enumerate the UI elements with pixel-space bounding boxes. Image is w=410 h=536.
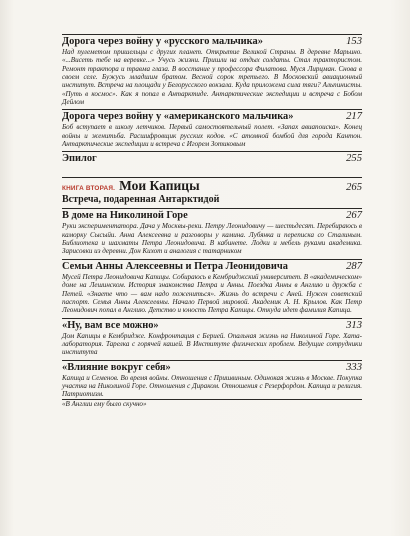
- toc-entry-summary: Мусей Петра Леонидовича Капицы. Собираюсь в Кембриджский университет. В «академическом» доме на Лешинском. История знакомства Петра и Анны. Поездка Анны в Англию и дружба с Петей. «Знаете что — вам надо пожениться». Жизнь до встречи с Аней. Нужен советский паспорт. Семья Анны Алексеевны. Начало Первой мировой. Академик А. Н. Крылов. Как Петр Леонидович попал в Англию. Детство и юность Петра Капицы. Откуда идет фамилия Капица.: [62, 272, 362, 315]
- toc-entry-title[interactable]: «Ну, вам все можно»: [62, 319, 159, 331]
- toc-entry-summary: Руки экспериментатора. Дача у Москвы-реки. Петру Леонидовичу — шестьдесят. Перебираюсь в каморку Сысыйи. Анна Алексеевна и разговоры у камина. Лубянка и переписка со Сталиным. Библиотека и шахматы Петра Леонидовича. В кабинете. Лодки и мебель руками академика. Зарисовки из деревни. Дон Кихот и аналогия с татарником: [62, 222, 362, 256]
- book-subtitle: Встреча, подаренная Антарктидой: [62, 194, 220, 206]
- toc-entry-summary: Капица и Семенов. Во время войны. Отношения с Пришвиным. Одинокая жизнь в Москве. Покупка участка на Николиной Горе. Отношения с Дираком. Отношения с Резерфордом. Капица и религия. Патриотизм.: [62, 373, 362, 399]
- toc-entry-page[interactable]: 153: [346, 36, 362, 47]
- toc-entry-page[interactable]: 287: [346, 260, 362, 272]
- toc-entry-head: [62, 319, 362, 332]
- toc-entry: [62, 35, 362, 106]
- toc-entry-head: [62, 361, 362, 374]
- book-label: КНИГА ВТОРАЯ.: [62, 185, 116, 193]
- toc-entry-title[interactable]: Семьи Анны Алексеевны и Петра Леонидовича: [62, 260, 288, 272]
- toc-entry: [62, 319, 362, 357]
- book-left: [62, 178, 200, 194]
- toc-entry-title[interactable]: «Влияние вокруг себя»: [62, 361, 171, 373]
- toc-entry-head: [62, 260, 362, 273]
- toc-entry-page[interactable]: 333: [346, 361, 362, 373]
- toc-entry-head: [62, 110, 362, 123]
- book-head: [62, 178, 362, 194]
- toc-entry-summary: Боб вступает в школу летчиков. Первый самостоятельный полет. «Запах авиапоиска». Конец войны и женитьба. Расшифровщик русских кодов. «С атомной бомбой для города Кантон. Антарктические экспедиции и встреча с Игорем Зотиковым: [62, 123, 362, 149]
- toc-entry: [62, 260, 362, 315]
- toc-entry-summary: Над пулеметом пришельцы с других планет. Открытие Великой Страны. В деревне Марьино. «...Висеть тебе на веревке...» Учусь жизни. Пришли на отдых солдаты. Стал трактористом. Ремонт трактора и травма глаза. В восстание у профессора Филатова. Муся Лирцман. Снова в своем селе. Бужусь младшим братом. Весной сорок третьего. В Московский авиационный институт. Встреча на площади у Белорусского вокзала. Куда приложена сила тяги? Альпинисты. «Путь в космос». Как я попал в Антарктиде. Антарктические экспедиции и встреча с Бобом Дейлом: [62, 48, 362, 107]
- toc-entry: [62, 152, 362, 165]
- toc-entry-page[interactable]: 255: [346, 153, 362, 165]
- toc-entry-head: [62, 209, 362, 222]
- toc-entry-title[interactable]: Дорога через войну у «русского мальчика»: [62, 36, 263, 47]
- toc-entry: [62, 209, 362, 255]
- toc-entry-page[interactable]: 267: [346, 210, 362, 222]
- toc-entry-head: [62, 35, 362, 48]
- toc-entry: [62, 110, 362, 148]
- toc-entry-page[interactable]: 217: [346, 111, 362, 123]
- table-of-contents: [62, 34, 362, 408]
- toc-entry-title[interactable]: Дорога через войну у «американского мальчика»: [62, 111, 294, 123]
- toc-entry: [62, 361, 362, 399]
- toc-entry-title[interactable]: В доме на Николиной Горе: [62, 210, 188, 222]
- toc-entry-head: [62, 152, 362, 165]
- toc-entry-title[interactable]: Эпилог: [62, 153, 97, 165]
- toc-entry-summary: Дом Капицы в Кембридже. Конфронтация с Берией. Опальная жизнь на Николиной Горе. Хата-лаборатория. Тарелка с горячей кашей. В Институте физических проблем. Ведущие сотрудники института: [62, 331, 362, 357]
- toc-entry-page[interactable]: 313: [346, 319, 362, 331]
- book-two-heading: [62, 177, 362, 206]
- book-title[interactable]: Мои Капицы: [119, 178, 200, 194]
- book-page-number[interactable]: 265: [346, 182, 362, 194]
- toc-subentry[interactable]: «В Англии ему было скучно»: [62, 399, 147, 408]
